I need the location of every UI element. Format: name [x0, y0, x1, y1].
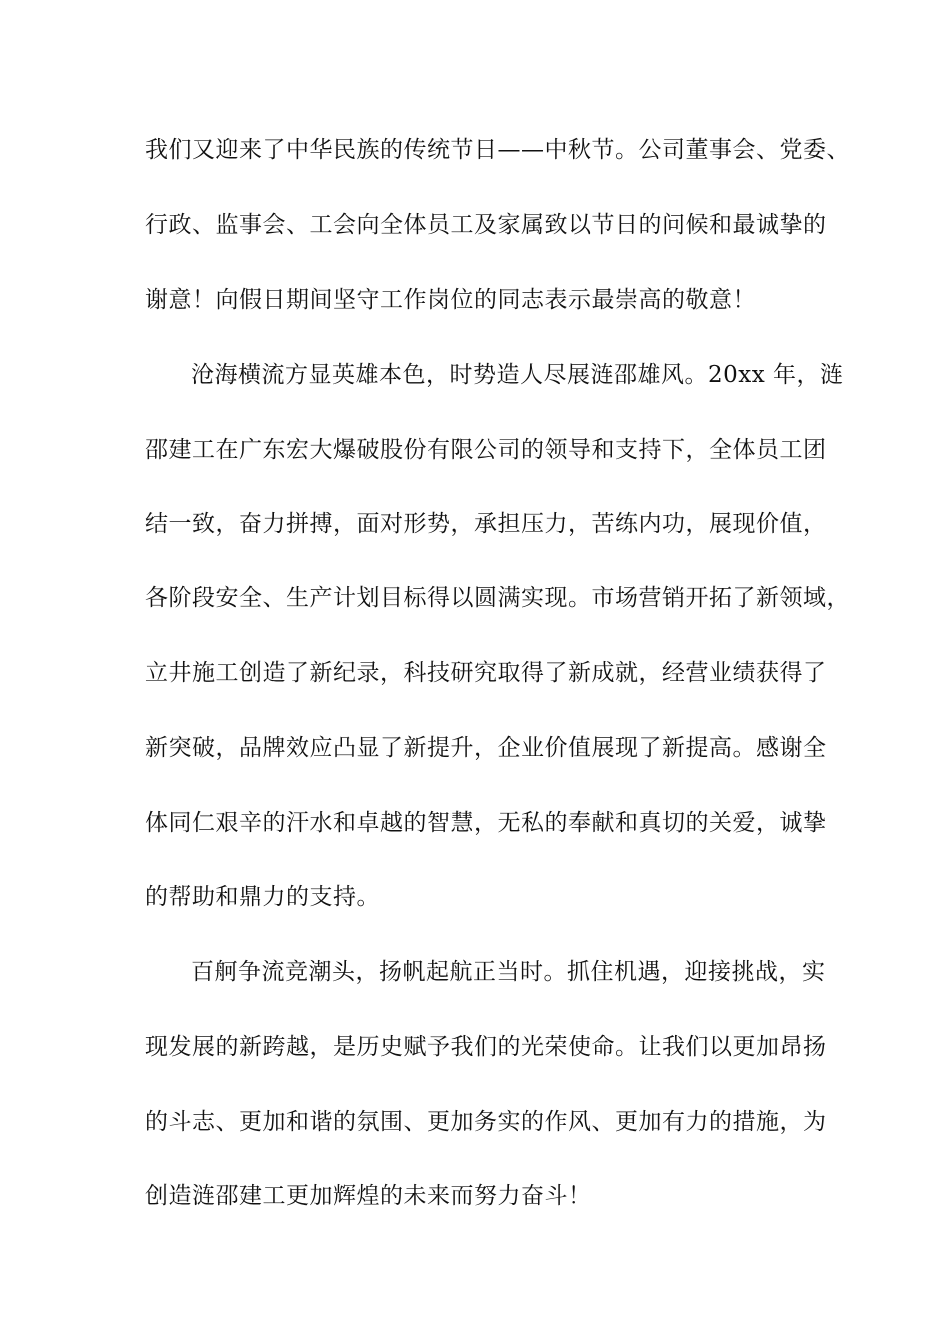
paragraph-2-line-8: 的帮助和鼎力的支持。 — [145, 884, 380, 910]
paragraph-3-line-3: 的斗志、更加和谐的氛围、更加务实的作风、更加有力的措施，为 — [145, 1109, 827, 1135]
paragraph-2-line-7: 体同仁艰辛的汗水和卓越的智慧，无私的奉献和真切的关爱，诚挚 — [145, 810, 827, 836]
paragraph-2-line-1: 沧海横流方显英雄本色，时势造人尽展涟邵雄风。20xx 年，涟 — [191, 362, 844, 388]
paragraph-2-line-5: 立井施工创造了新纪录，科技研究取得了新成就，经营业绩获得了 — [145, 660, 827, 686]
paragraph-2-line-3: 结一致，奋力拼搏，面对形势，承担压力，苦练内功，展现价值， — [145, 511, 827, 537]
paragraph-3-line-2: 现发展的新跨越，是历史赋予我们的光荣使命。让我们以更加昂扬 — [145, 1034, 827, 1060]
paragraph-2-line-4: 各阶段安全、生产计划目标得以圆满实现。市场营销开拓了新领域， — [145, 585, 850, 611]
paragraph-3-line-4: 创造涟邵建工更加辉煌的未来而努力奋斗！ — [145, 1183, 592, 1209]
paragraph-2-line-2: 邵建工在广东宏大爆破股份有限公司的领导和支持下，全体员工团 — [145, 437, 827, 463]
paragraph-1-line-1: 我们又迎来了中华民族的传统节日——中秋节。公司董事会、党委、 — [145, 137, 850, 163]
paragraph-2-line-6: 新突破，品牌效应凸显了新提升，企业价值展现了新提高。感谢全 — [145, 735, 827, 761]
paragraph-1-line-3: 谢意！向假日期间坚守工作岗位的同志表示最崇高的敬意！ — [145, 287, 756, 313]
paragraph-3-line-1: 百舸争流竞潮头，扬帆起航正当时。抓住机遇，迎接挑战，实 — [191, 959, 826, 985]
paragraph-1-line-2: 行政、监事会、工会向全体员工及家属致以节日的问候和最诚挚的 — [145, 212, 827, 238]
